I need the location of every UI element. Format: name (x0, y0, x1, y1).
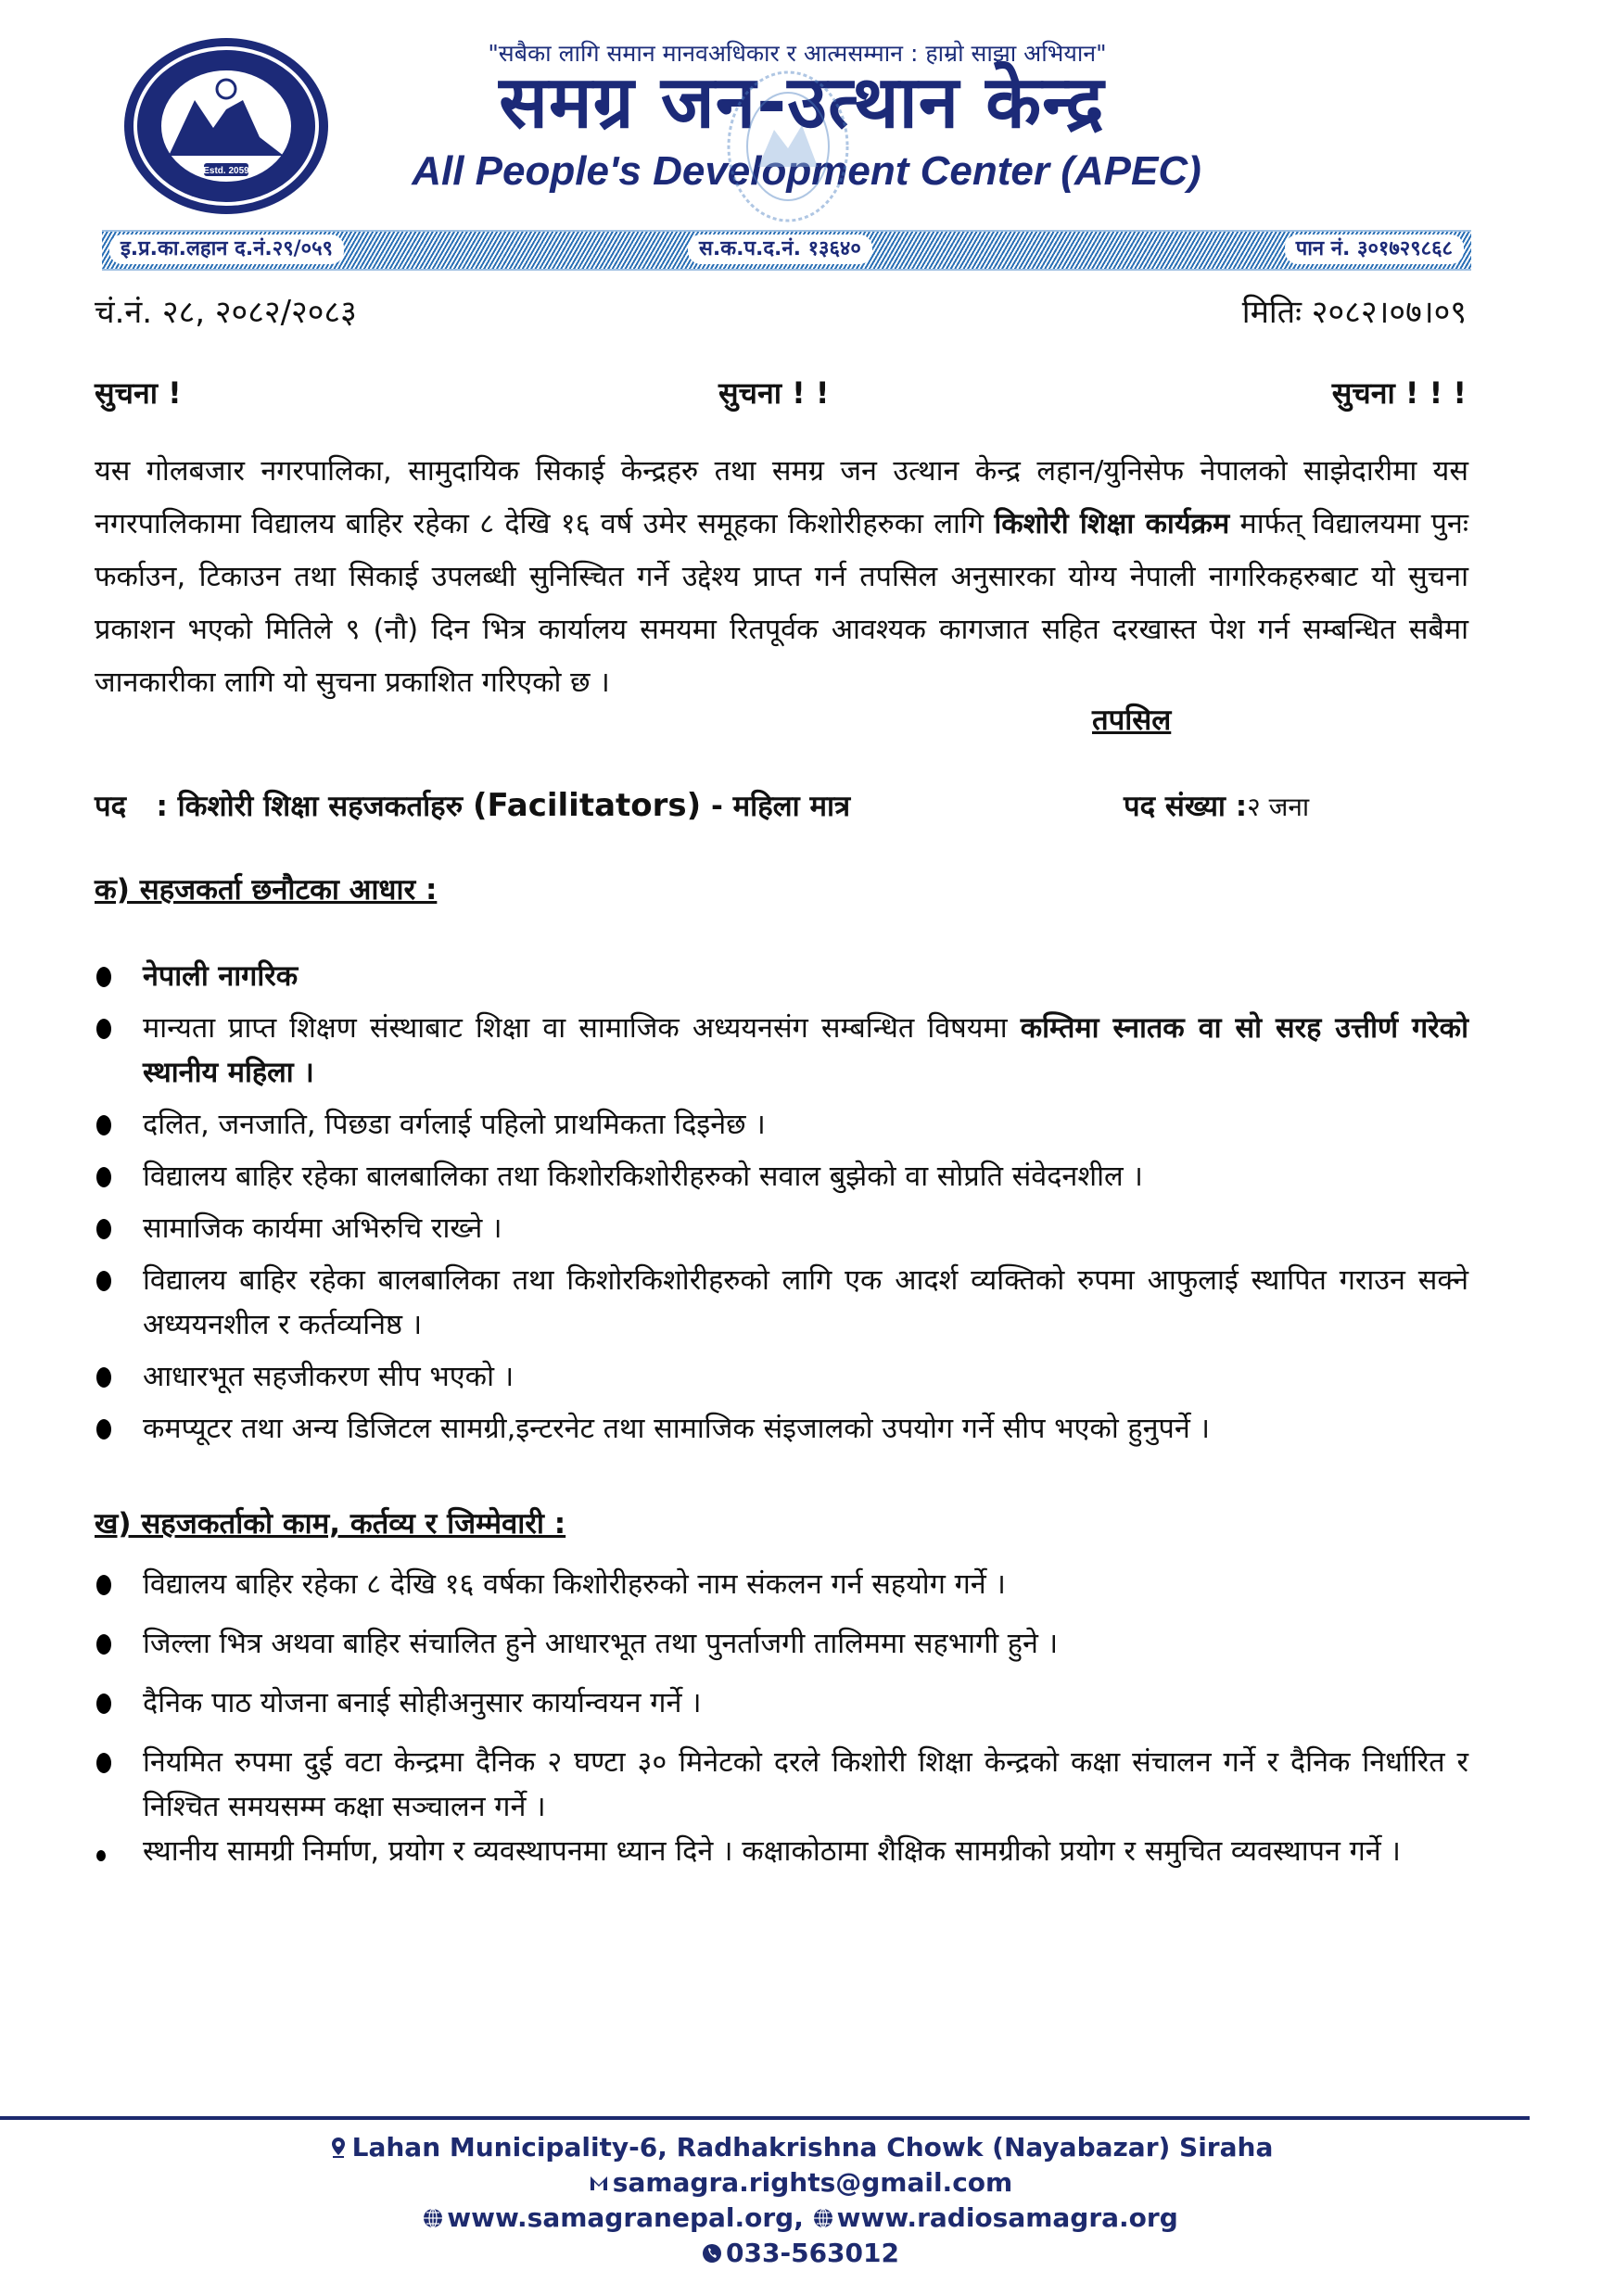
post-suffix: - महिला मात्र (701, 790, 851, 823)
globe-icon (423, 2207, 443, 2229)
section-b-list (95, 1563, 1468, 1871)
list-item (95, 955, 1468, 999)
list-item-text: आधारभूत सहजीकरण सीप भएको । (143, 1361, 515, 1393)
slogan: "सबैका लागि समान मानवअधिकार र आत्मसम्मान : हाम्रो साझा अभियान" (488, 40, 1107, 67)
list-item (95, 1741, 1468, 1830)
logo-estd-text: Estd. 2059 (203, 166, 249, 176)
footer-address-row (0, 2130, 1601, 2165)
post-title: : किशोरी शिक्षा सहजकर्ताहरु (156, 790, 473, 823)
list-item (95, 1103, 1468, 1148)
list-item-text: मान्यता प्राप्त शिक्षण संस्थाबाट शिक्षा वा सामाजिक अध्ययनसंग सम्बन्धित विषयमा (143, 1012, 1021, 1045)
list-item (95, 1681, 1468, 1726)
post-count (1124, 786, 1309, 825)
footer-web-row (0, 2201, 1601, 2236)
footer-website-2[interactable]: www.radiosamagra.org (836, 2202, 1178, 2233)
section-a-list (95, 955, 1468, 1452)
intro-part2: मार्फत् विद्यालयमा पुनः फर्काउन, टिकाउन तथा सिकाई उपलब्धी सुनिस्चित गर्ने उद्देश्य प्राप्त गर्न तपसिल अनुसारका योग्य नेपाली नागरिकहरुबाट यो सुचना प्रकाशन भएको मितिले ९ (नौ) दिन भित्र कार्यालय समयमा रितपूर्वक आवश्यक कागजात सहित दरखास्त पेश गर्न सम्बन्धित सबैमा जानकारीका लागि यो सुचना प्रकाशित गरिएको छ । (95, 508, 1468, 699)
list-item (95, 1563, 1468, 1607)
organization-logo (121, 35, 332, 217)
band-left-registration: इ.प्र.का.लहान द.नं.२९/०५९ (109, 235, 344, 264)
list-item-text: सामाजिक कार्यमा अभिरुचि राख्ने । (143, 1212, 502, 1245)
list-item (95, 1355, 1468, 1400)
bullet-icon (96, 1634, 111, 1655)
post-label: पद (95, 790, 127, 823)
band-right-pan: पान नं. ३०१७२९८६८ (1285, 235, 1464, 264)
list-item-text: विद्यालय बाहिर रहेका ८ देखि १६ वर्षका किशोरीहरुको नाम संकलन गर्न सहयोग गर्ने । (143, 1568, 1006, 1601)
list-item-text: विद्यालय बाहिर रहेका बालबालिका तथा किशोरकिशोरीहरुको लागि एक आदर्श व्यक्तिको रुपमा आफुलाई स्थापित गराउन सक्ने अध्ययनशील र कर्तव्यनिष्ठ । (143, 1264, 1468, 1341)
list-item-text: दलित, जनजाति, पिछडा वर्गलाई पहिलो प्राथमिकता दिइनेछ । (143, 1109, 766, 1141)
org-name-nepali: समग्र जन-उत्थान केन्द्र (499, 61, 1105, 145)
notice-heading-3: सुचना ! ! ! (1331, 375, 1467, 411)
bullet-icon (96, 1219, 111, 1239)
location-pin-icon (328, 2137, 349, 2159)
band-center-registration: स.क.प.द.नं. १३६४० (688, 235, 872, 264)
notice-heading-1: सुचना ! (95, 375, 182, 411)
list-item-bold: कम्तिमा स्नातक वा सो सरह उत्तीर्ण गरेको स्थानीय महिला । (143, 1012, 1468, 1089)
bullet-icon (96, 1419, 111, 1440)
bullet-icon (96, 1575, 111, 1595)
bullet-icon (96, 1271, 111, 1291)
registration-band (102, 230, 1471, 271)
list-item (95, 1207, 1468, 1251)
list-item (95, 1622, 1468, 1667)
post-count-label: पद संख्या : (1124, 790, 1248, 823)
bullet-icon (96, 1167, 111, 1187)
list-item-text: विद्यालय बाहिर रहेका बालबालिका तथा किशोरकिशोरीहरुको सवाल बुझेको वा सोप्रति संवेदनशील । (143, 1161, 1143, 1193)
notice-heading-2: सुचना ! ! (718, 375, 830, 411)
bullet-icon (96, 1019, 111, 1039)
footer-website-1[interactable]: www.samagranepal.org, (447, 2202, 804, 2233)
phone-icon (702, 2242, 722, 2264)
footer-address: Lahan Municipality-6, Radhakrishna Chowk (Nayabazar) Siraha (351, 2132, 1274, 2163)
footer-phone-row (0, 2236, 1601, 2271)
intro-paragraph (95, 445, 1468, 709)
office-stamp (723, 65, 853, 227)
footer-phone: 033-563012 (726, 2238, 899, 2268)
list-item-text: कमप्यूटर तथा अन्य डिजिटल सामग्री,इन्टरनेट तथा सामाजिक संइजालको उपयोग गर्ने सीप भएको हुनुपर्ने । (143, 1413, 1211, 1445)
list-item-text: दैनिक पाठ योजना बनाई सोहीअनुसार कार्यान्वयन गर्ने । (143, 1687, 702, 1719)
list-item-text: नियमित रुपमा दुई वटा केन्द्रमा दैनिक २ घण्टा ३० मिनेटको दरले किशोरी शिक्षा केन्द्रको कक्षा संचालन गर्ने र दैनिक निर्धारित र निश्चित समयसम्म कक्षा सञ्चालन गर्ने । (143, 1746, 1468, 1823)
intro-program-name: किशोरी शिक्षा कार्यक्रम (994, 508, 1230, 540)
post-title-english: (Facilitators) (472, 787, 702, 824)
footer-email-row (0, 2165, 1601, 2201)
mail-icon (589, 2172, 609, 2194)
bullet-icon (96, 967, 111, 987)
list-item (95, 1833, 1468, 1871)
bullet-icon (96, 1850, 106, 1861)
list-item (95, 1155, 1468, 1199)
bullet-icon (96, 1115, 111, 1135)
list-item (95, 1259, 1468, 1348)
globe-icon (813, 2207, 833, 2229)
list-item-bold: नेपाली नागरिक (143, 960, 299, 993)
list-item-text: स्थानीय सामग्री निर्माण, प्रयोग र व्यवस्थापनमा ध्यान दिने । कक्षाकोठामा शैक्षिक सामग्रीको प्रयोग र समुचित व्यवस्थापन गर्ने । (143, 1835, 1401, 1868)
org-name-english: All People's Development Center (APEC) (412, 148, 1201, 194)
reference-number: चं.नं. २८, २०८२/२०८३ (95, 294, 357, 331)
list-item-text: जिल्ला भित्र अथवा बाहिर संचालित हुने आधारभूत तथा पुनर्ताजगी तालिममा सहभागी हुने । (143, 1628, 1059, 1660)
intro-part1: यस गोलबजार नगरपालिका, सामुदायिक सिकाई केन्द्रहरु तथा समग्र जन उत्थान केन्द्र लहान/युनिसेफ नेपालको साझेदारीमा यस नगरपालिकामा विद्यालय बाहिर रहेका ८ देखि १६ वर्ष उमेर समूहका किशोरीहरुका लागि (95, 455, 1468, 540)
list-item (95, 1007, 1468, 1096)
footer-divider (0, 2116, 1530, 2120)
bullet-icon (96, 1753, 111, 1773)
bullet-icon (96, 1367, 111, 1388)
bullet-icon (96, 1693, 111, 1714)
post-line (95, 786, 850, 825)
footer-email[interactable]: samagra.rights@gmail.com (612, 2167, 1013, 2198)
list-item (95, 1407, 1468, 1452)
section-a-heading: क) सहजकर्ता छनौटका आधार : (95, 873, 438, 907)
tapsil-heading: तपसिल (1092, 704, 1172, 737)
section-b-heading: ख) सहजकर्ताको काम, कर्तव्य र जिम्मेवारी : (95, 1507, 566, 1541)
footer-contact (0, 2130, 1601, 2271)
post-count-value: २ जना (1247, 792, 1310, 822)
date: मितिः २०८२।०७।०९ (1241, 294, 1467, 331)
